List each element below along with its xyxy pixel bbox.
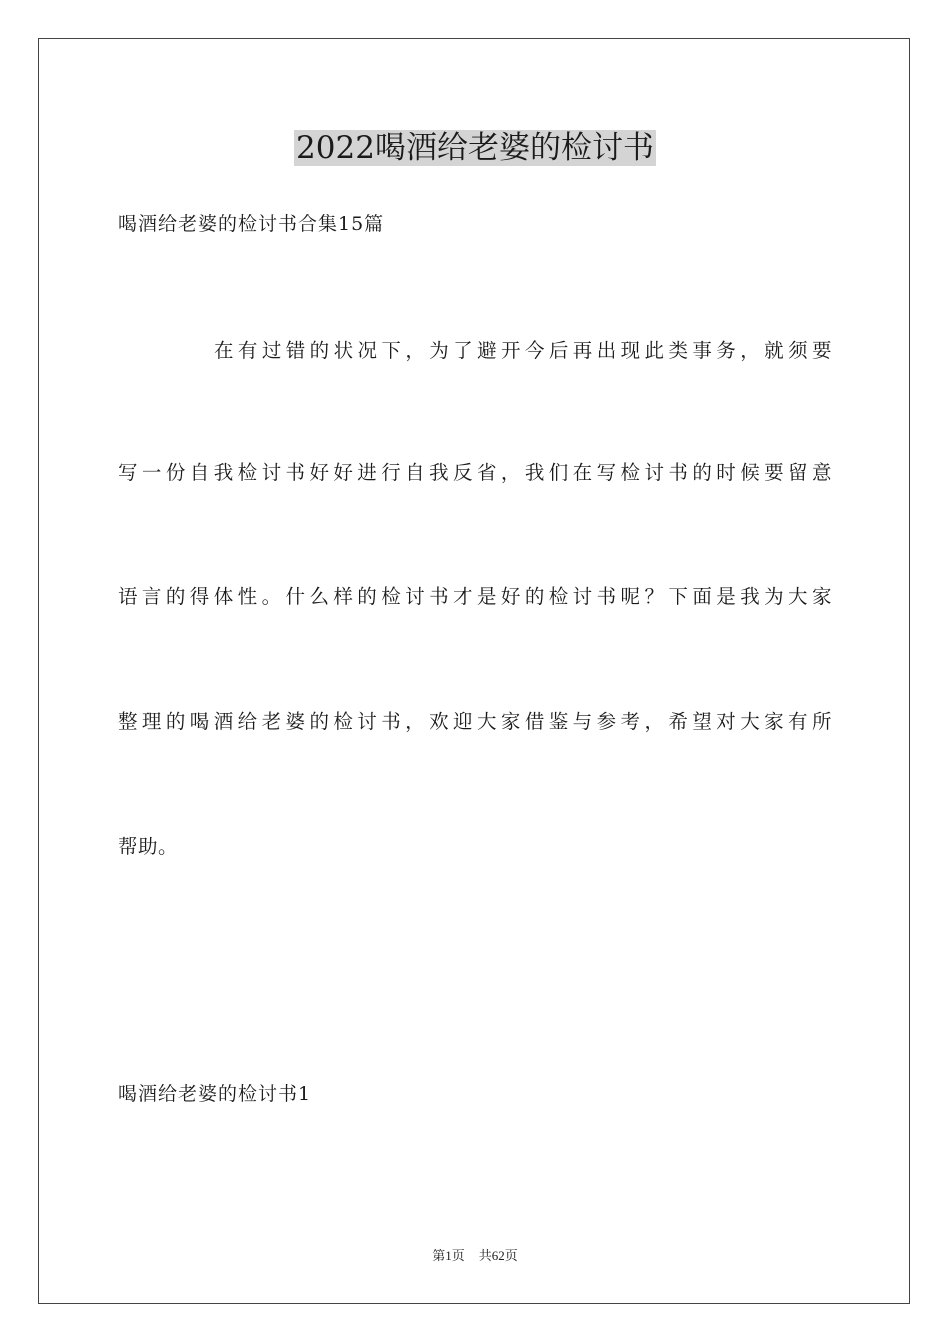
- page-total: 共62页: [478, 1248, 518, 1263]
- document-title-text: 2022喝酒给老婆的检讨书: [296, 130, 654, 166]
- paragraph-line: 写一份自我检讨书好好进行自我反省，我们在写检讨书的时候要留意: [118, 461, 832, 484]
- paragraph-line: 语言的得体性。什么样的检讨书才是好的检讨书呢？下面是我为大家: [118, 585, 832, 608]
- document-title: [0, 128, 950, 168]
- section-heading: 喝酒给老婆的检讨书1: [118, 1083, 312, 1105]
- page-footer: [0, 1247, 950, 1265]
- paragraph-line: 在有过错的状况下，为了避开今后再出现此类事务，就须要: [214, 339, 832, 362]
- page-number: 第1页: [432, 1248, 465, 1263]
- paragraph-line: 整理的喝酒给老婆的检讨书，欢迎大家借鉴与参考，希望对大家有所: [118, 710, 832, 733]
- paragraph-line: 帮助。: [118, 835, 179, 858]
- document-subtitle: 喝酒给老婆的检讨书合集15篇: [118, 213, 385, 235]
